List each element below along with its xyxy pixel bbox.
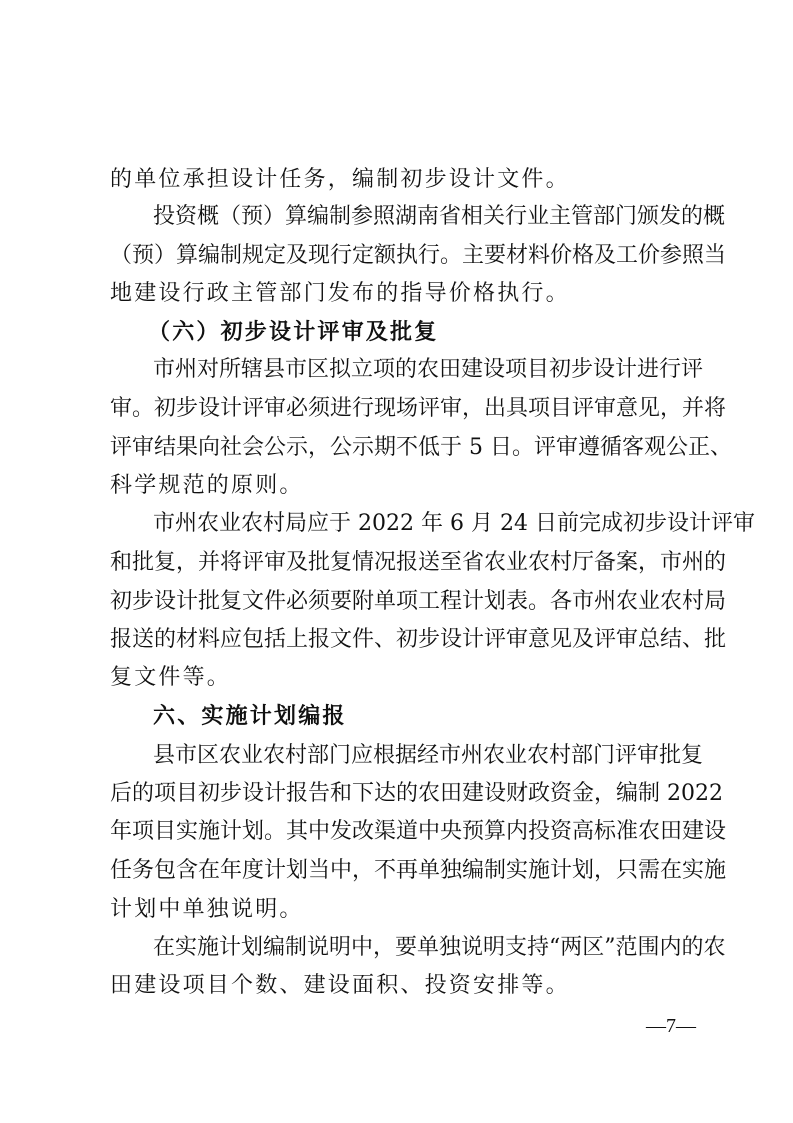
- page-number: —7—: [646, 1015, 696, 1037]
- section-heading: 六、实施计划编报: [153, 704, 347, 729]
- paragraph-line: 和批复，并将评审及批复情况报送至省农业农村厅备案，市州的: [110, 550, 727, 575]
- paragraph-line: 田建设项目个数、建设面积、投资安排等。: [110, 973, 570, 998]
- paragraph-line: 初步设计批复文件必须要附单项工程计划表。各市州农业农村局: [110, 589, 727, 614]
- paragraph-line: 投资概（预）算编制参照湖南省相关行业主管部门颁发的概: [153, 204, 726, 229]
- paragraph-line: （预）算编制规定及现行定额执行。主要材料价格及工价参照当: [110, 243, 727, 268]
- paragraph-line: 报送的材料应包括上报文件、初步设计评审意见及评审总结、批: [110, 627, 727, 652]
- paragraph-line: 市州农业农村局应于 2022 年 6 月 24 日前完成初步设计评审: [153, 511, 755, 536]
- section-heading: （六）初步设计评审及批复: [148, 319, 439, 345]
- paragraph-line: 任务包含在年度计划当中，不再单独编制实施计划，只需在实施: [110, 858, 727, 883]
- paragraph-line: 后的项目初步设计报告和下达的农田建设财政资金，编制 2022: [110, 781, 723, 806]
- paragraph-line: 的单位承担设计任务，编制初步设计文件。: [110, 167, 570, 192]
- paragraph-line: 复文件等。: [110, 665, 232, 690]
- paragraph-line: 科学规范的原则。: [110, 473, 304, 498]
- paragraph-line: 市州对所辖县市区拟立项的农田建设项目初步设计进行评: [153, 357, 704, 382]
- paragraph-line: 在实施计划编制说明中，要单独说明支持“两区”范围内的农: [153, 935, 726, 960]
- paragraph-line: 审。初步设计评审必须进行现场评审，出具项目评审意见，并将: [110, 396, 727, 421]
- paragraph-line: 评审结果向社会公示，公示期不低于 5 日。评审遵循客观公正、: [110, 435, 732, 460]
- paragraph-line: 计划中单独说明。: [110, 897, 304, 922]
- paragraph-line: 年项目实施计划。其中发改渠道中央预算内投资高标准农田建设: [110, 819, 727, 844]
- paragraph-line: 县市区农业农村部门应根据经市州农业农村部门评审批复: [153, 743, 704, 768]
- paragraph-line: 地建设行政主管部门发布的指导价格执行。: [110, 281, 570, 306]
